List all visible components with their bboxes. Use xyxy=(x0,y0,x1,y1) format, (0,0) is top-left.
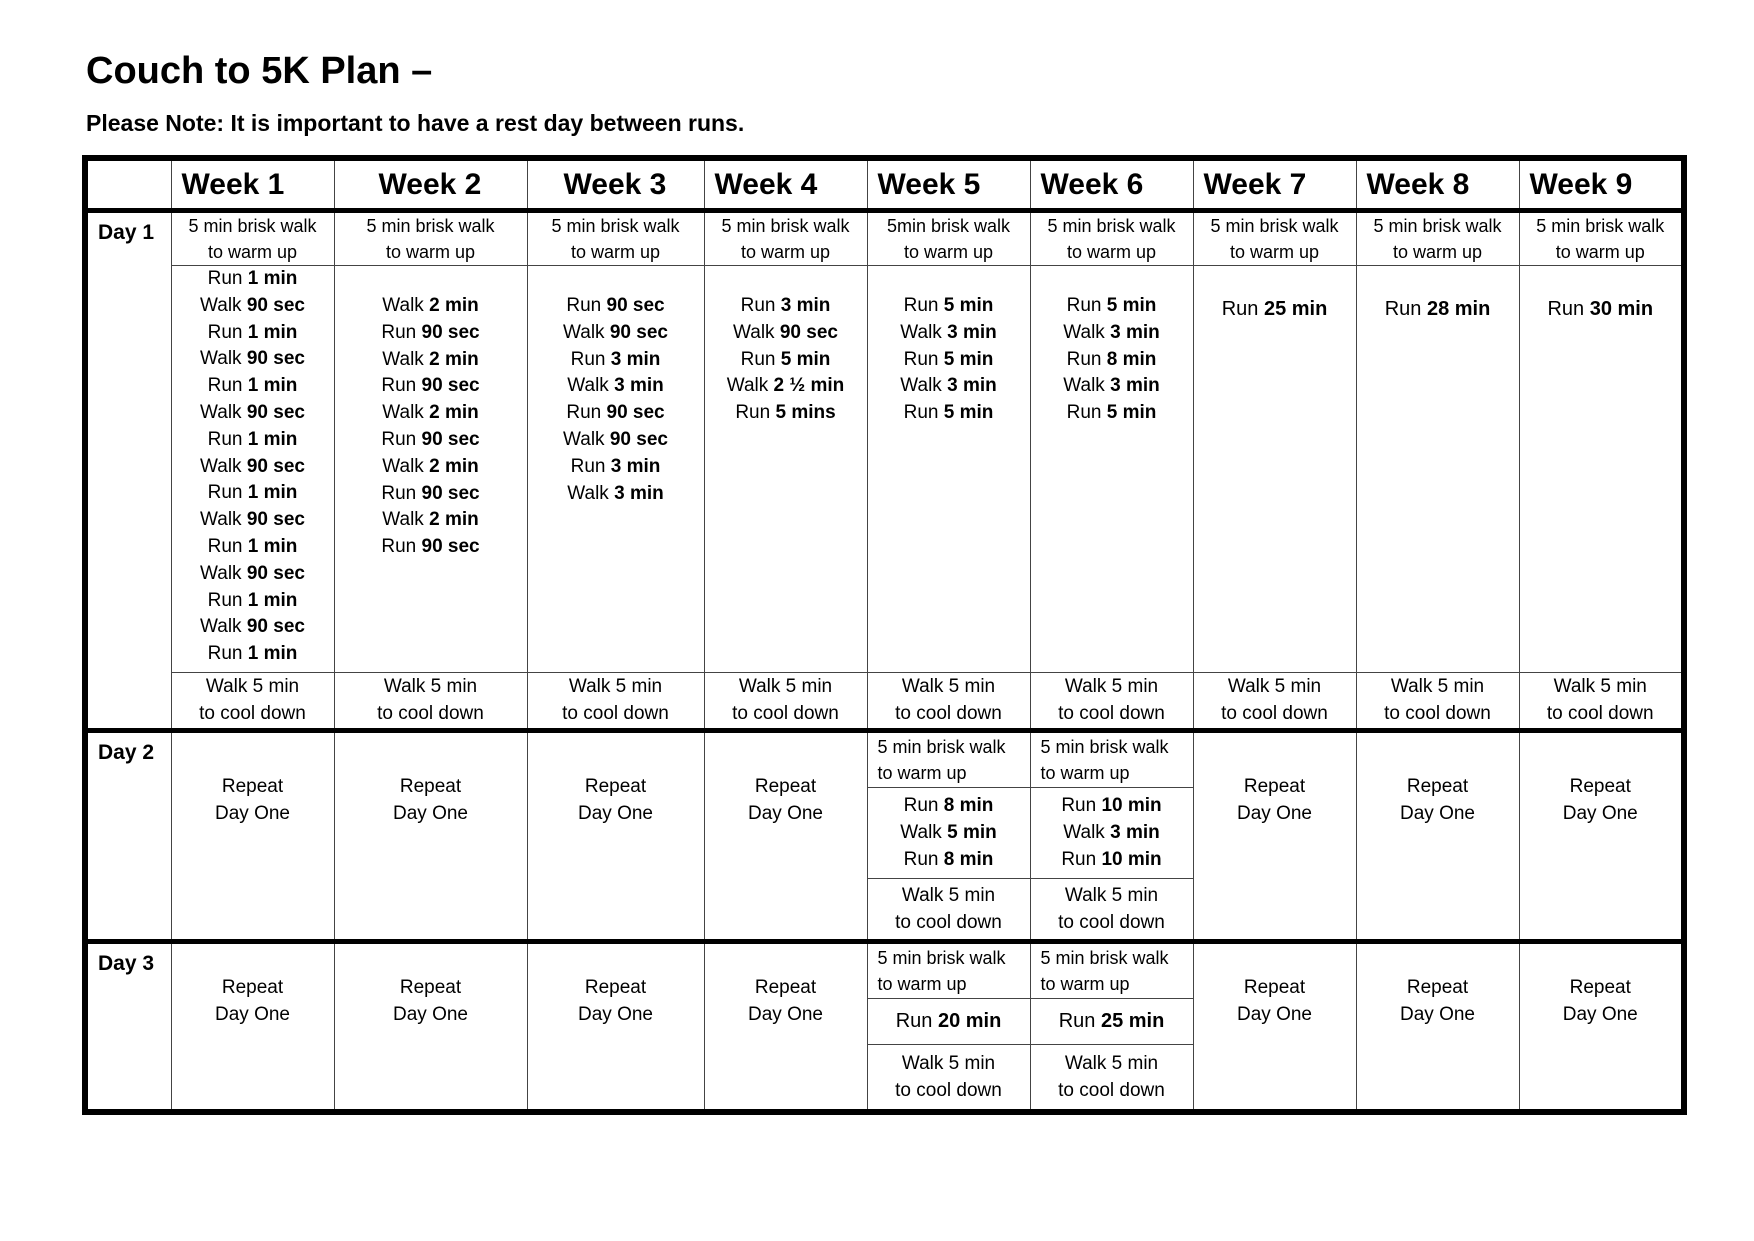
cooldown-cell: Walk 5 min to cool down xyxy=(1519,673,1684,731)
training-plan-table xyxy=(82,155,1687,1115)
repeat-cell: Repeat Day One xyxy=(1193,941,1356,1112)
exercise-cell-week3: Run 90 sec Walk 90 sec Run 3 min Walk 3 min Run 90 sec Walk 90 sec Run 3 min Walk 3 min xyxy=(527,266,704,673)
repeat-cell: Repeat Day One xyxy=(1519,730,1684,941)
warmup-cell: 5 min brisk walk to warm up xyxy=(527,210,704,266)
day1-exercise-row xyxy=(85,266,1684,673)
repeat-cell: Repeat Day One xyxy=(334,941,527,1112)
exercise-cell-week7: Run 25 min xyxy=(1193,266,1356,673)
week-header: Week 7 xyxy=(1193,158,1356,210)
exercise-cell-week9: Run 30 min xyxy=(1519,266,1684,673)
cooldown-cell: Walk 5 min to cool down xyxy=(704,673,867,731)
cooldown-cell: Walk 5 min to cool down xyxy=(171,673,334,731)
day-label: Day 2 xyxy=(85,730,171,941)
day1-warmup-row xyxy=(85,210,1684,266)
cooldown-cell: Walk 5 min to cool down xyxy=(1030,879,1193,942)
day2-warmup-row xyxy=(85,730,1684,788)
warmup-cell: 5 min brisk walk to warm up xyxy=(867,730,1030,788)
exercise-cell-week5: Run 20 min xyxy=(867,999,1030,1044)
header-row xyxy=(85,158,1684,210)
cooldown-cell: Walk 5 min to cool down xyxy=(1030,673,1193,731)
repeat-cell: Repeat Day One xyxy=(171,730,334,941)
page-title: Couch to 5K Plan – xyxy=(86,50,433,92)
repeat-cell: Repeat Day One xyxy=(334,730,527,941)
repeat-cell: Repeat Day One xyxy=(1193,730,1356,941)
exercise-cell-week8: Run 28 min xyxy=(1356,266,1519,673)
warmup-cell: 5 min brisk walk to warm up xyxy=(1356,210,1519,266)
rest-day-note: Please Note: It is important to have a rest day between runs. xyxy=(86,110,745,136)
exercise-cell-week6: Run 10 min Walk 3 min Run 10 min xyxy=(1030,788,1193,879)
cooldown-cell: Walk 5 min to cool down xyxy=(867,673,1030,731)
cooldown-cell: Walk 5 min to cool down xyxy=(1193,673,1356,731)
repeat-cell: Repeat Day One xyxy=(171,941,334,1112)
week-header: Week 8 xyxy=(1356,158,1519,210)
cooldown-cell: Walk 5 min to cool down xyxy=(1030,1044,1193,1112)
day1-cooldown-row xyxy=(85,673,1684,731)
cooldown-cell: Walk 5 min to cool down xyxy=(867,879,1030,942)
week-header: Week 6 xyxy=(1030,158,1193,210)
repeat-cell: Repeat Day One xyxy=(527,941,704,1112)
exercise-cell-week2: Walk 2 min Run 90 sec Walk 2 min Run 90 sec Walk 2 min Run 90 sec Walk 2 min Run 90 sec Walk 2 min Run 90 sec xyxy=(334,266,527,673)
cooldown-cell: Walk 5 min to cool down xyxy=(1356,673,1519,731)
warmup-cell: 5 min brisk walk to warm up xyxy=(334,210,527,266)
repeat-cell: Repeat Day One xyxy=(704,730,867,941)
warmup-cell: 5 min brisk walk to warm up xyxy=(1030,941,1193,999)
repeat-cell: Repeat Day One xyxy=(527,730,704,941)
day-label: Day 1 xyxy=(85,210,171,730)
exercise-cell-week5: Run 8 min Walk 5 min Run 8 min xyxy=(867,788,1030,879)
week-header: Week 4 xyxy=(704,158,867,210)
exercise-cell-week4: Run 3 min Walk 90 sec Run 5 min Walk 2 ½ min Run 5 mins xyxy=(704,266,867,673)
exercise-cell-week6: Run 25 min xyxy=(1030,999,1193,1044)
warmup-cell: 5 min brisk walk to warm up xyxy=(1193,210,1356,266)
warmup-cell: 5 min brisk walk to warm up xyxy=(1030,730,1193,788)
warmup-cell: 5 min brisk walk to warm up xyxy=(1030,210,1193,266)
week-header: Week 1 xyxy=(171,158,334,210)
week-header: Week 2 xyxy=(334,158,527,210)
exercise-cell-week6: Run 5 min Walk 3 min Run 8 min Walk 3 min Run 5 min xyxy=(1030,266,1193,673)
cooldown-cell: Walk 5 min to cool down xyxy=(867,1044,1030,1112)
week-header: Week 3 xyxy=(527,158,704,210)
day3-warmup-row xyxy=(85,941,1684,999)
repeat-cell: Repeat Day One xyxy=(704,941,867,1112)
warmup-cell: 5 min brisk walk to warm up xyxy=(1519,210,1684,266)
cooldown-cell: Walk 5 min to cool down xyxy=(334,673,527,731)
exercise-cell-week1: Run 1 min Walk 90 sec Run 1 min Walk 90 sec Run 1 min Walk 90 sec Run 1 min Walk 90 sec Run 1 min Walk 90 sec Run 1 min Walk 90 sec Run 1 min Walk 90 sec Run 1 min xyxy=(171,266,334,673)
cooldown-cell: Walk 5 min to cool down xyxy=(527,673,704,731)
exercise-cell-week5: Run 5 min Walk 3 min Run 5 min Walk 3 min Run 5 min xyxy=(867,266,1030,673)
corner-cell xyxy=(85,158,171,210)
week-header: Week 5 xyxy=(867,158,1030,210)
day-label: Day 3 xyxy=(85,941,171,1112)
week-header: Week 9 xyxy=(1519,158,1684,210)
repeat-cell: Repeat Day One xyxy=(1519,941,1684,1112)
repeat-cell: Repeat Day One xyxy=(1356,941,1519,1112)
warmup-cell: 5 min brisk walk to warm up xyxy=(171,210,334,266)
warmup-cell: 5 min brisk walk to warm up xyxy=(867,941,1030,999)
warmup-cell: 5 min brisk walk to warm up xyxy=(704,210,867,266)
repeat-cell: Repeat Day One xyxy=(1356,730,1519,941)
warmup-cell: 5min brisk walk to warm up xyxy=(867,210,1030,266)
